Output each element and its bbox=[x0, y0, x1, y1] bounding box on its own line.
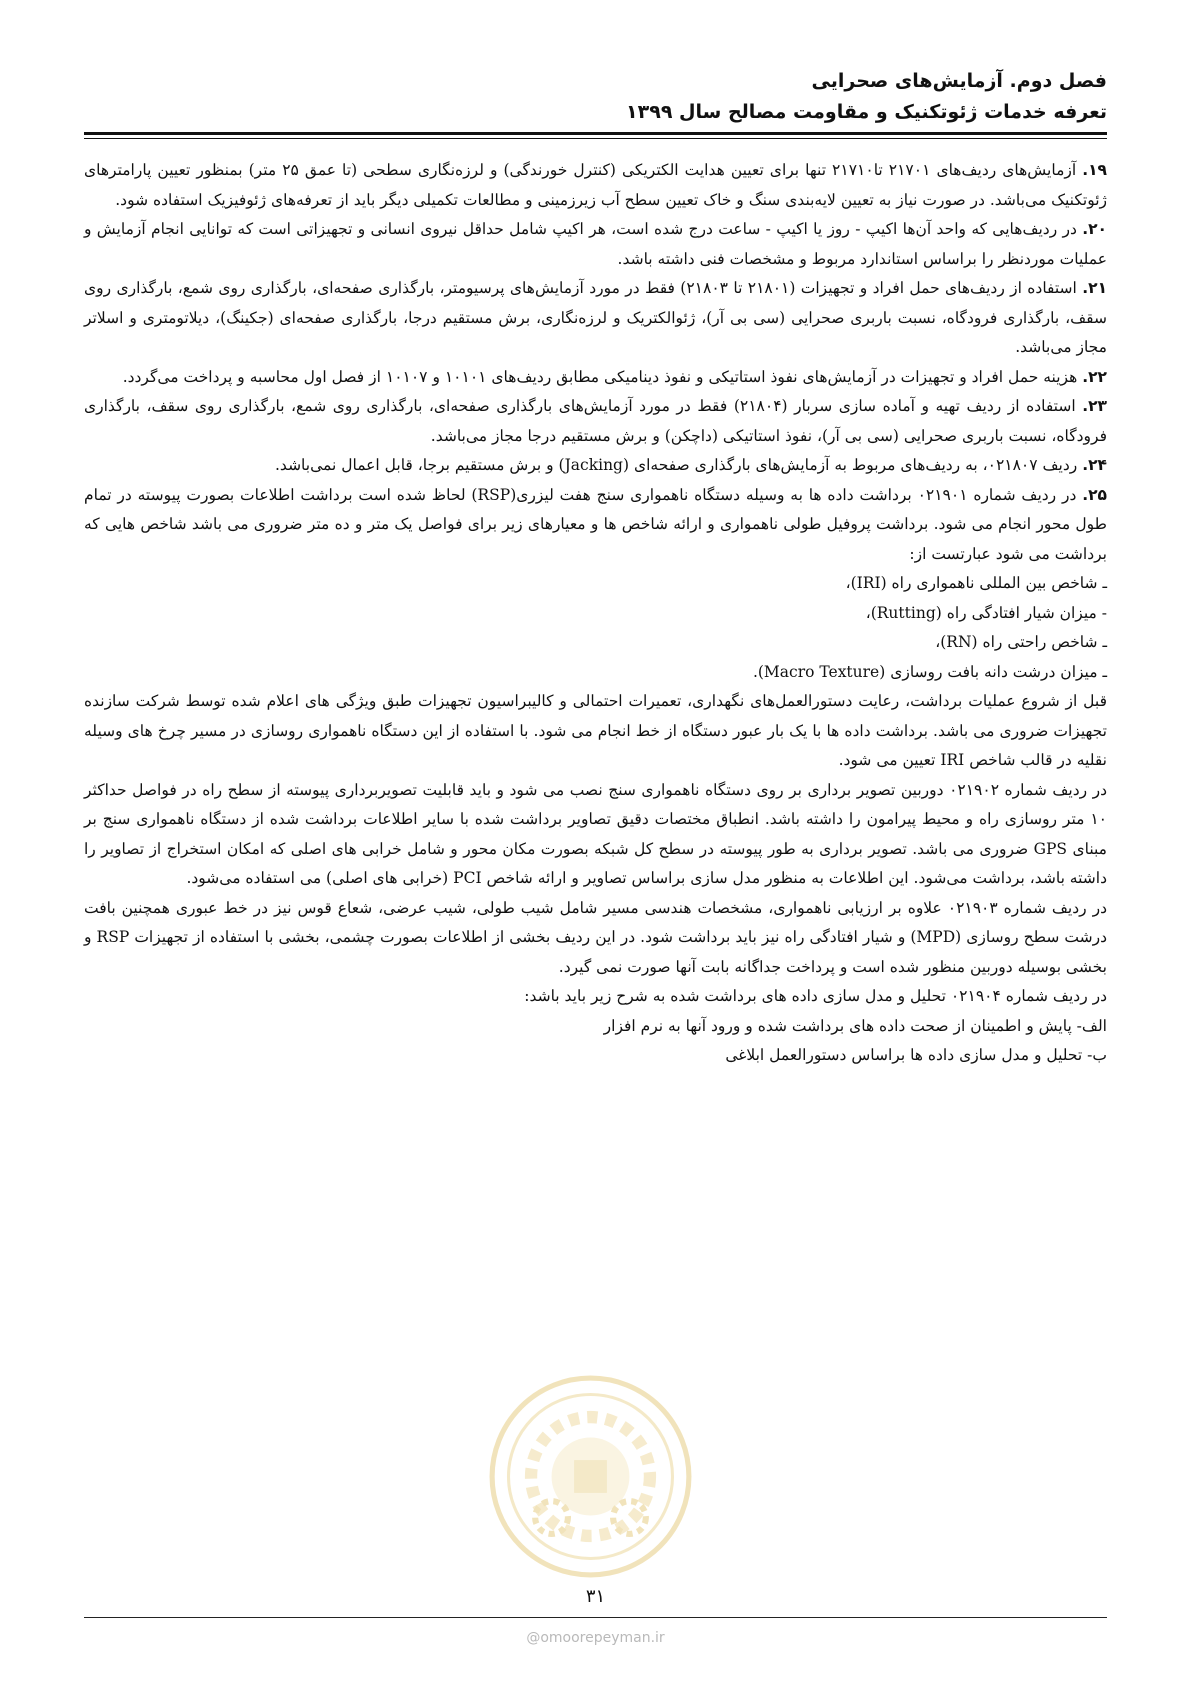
note-20 bbox=[84, 215, 1107, 274]
document-title: تعرفه خدمات ژئوتکنیک و مقاومت مصالح سال ۱۳۹۹ bbox=[626, 101, 1107, 123]
note-text: استفاده از ردیف‌های حمل افراد و تجهیزات (۲۱۸۰۱ تا ۲۱۸۰۳) فقط در مورد آزمایش‌های پرسیومتر، بارگذاری صفحه‌ای، بارگذاری روی شمع، بارگذاری روی سقف، بارگذاری فرودگاه، نسبت باربری صحرایی (سی بی آر)، ژئوالکتریک و لرزه‌نگاری، برش مستقیم درجا، بارگذاری صفحه‌ای (جکینگ)، دیلاتومتری و اسلاتر مجاز می‌باشد. bbox=[84, 279, 1107, 356]
header-rule-thin bbox=[84, 138, 1107, 139]
note-22 bbox=[84, 363, 1107, 393]
body-paragraph-021904: در ردیف شماره ۰۲۱۹۰۴ تحلیل و مدل سازی داده های برداشت شده به شرح زیر باید باشد: bbox=[524, 987, 1107, 1005]
index-item-rn: ـ شاخص راحتی راه (RN)، bbox=[935, 633, 1107, 651]
body-item-alef: الف- پایش و اطمینان از صحت داده های برداشت شده و ورود آنها به نرم افزار bbox=[603, 1016, 1107, 1035]
index-item-rutting: - میزان شیار افتادگی راه (Rutting)، bbox=[865, 603, 1107, 622]
note-text: ردیف ۰۲۱۸۰۷، به ردیف‌های مربوط به آزمایش‌های بارگذاری صفحه‌ای (Jacking) و برش مستقیم برجا، قابل اعمال نمی‌باشد. bbox=[275, 456, 1083, 474]
note-text: آزمایش‌های ردیف‌های ۲۱۷۰۱ تا۲۱۷۱۰ تنها برای تعیین هدایت الکتریکی (کنترل خورندگی) و لرزه‌نگاری سطحی (تا عمق ۲۵ متر) بمنظور تعیین پارامترهای ژئوتکنیک می‌باشد. در صورت نیاز به تعیین لایه‌بندی سنگ و خاک تعیین سطح آب زیرزمینی و مطالعات تکمیلی دیگر باید از تعرفه‌های ژئوفیزیک استفاده شود. bbox=[84, 161, 1107, 209]
note-number: ۲۱. bbox=[1082, 279, 1108, 297]
page-number: ۳۱ bbox=[585, 1586, 606, 1607]
note-text: در ردیف‌هایی که واحد آن‌ها اکیپ - روز یا اکیپ - ساعت درج شده است، هر اکیپ شامل حداقل نیروی انسانی و تجهیزاتی است که توانایی انجام آزمایش و عملیات موردنظر را براساس استاندارد مربوط و مشخصات فنی داشته باشد. bbox=[84, 220, 1107, 268]
note-number: ۲۰. bbox=[1082, 220, 1107, 238]
note-text: استفاده از ردیف تهیه و آماده سازی سربار (۲۱۸۰۴) فقط در مورد آزمایش‌های بارگذاری صفحه‌ای، بارگذاری روی شمع، بارگذاری روی سقف، بارگذاری فرودگاه، نسبت باربری صحرایی (سی بی آر)، نفوذ استاتیکی (داچکن) و برش مستقیم درجا مجاز می‌باشد. bbox=[84, 397, 1107, 445]
header-rule-thick bbox=[84, 132, 1107, 135]
note-19 bbox=[84, 156, 1107, 215]
chapter-title: فصل دوم. آزمایش‌های صحرایی bbox=[811, 70, 1107, 92]
index-item-macro-texture: ـ میزان درشت دانه بافت روسازی (Macro Texture). bbox=[752, 662, 1107, 681]
note-number: ۲۳. bbox=[1082, 397, 1107, 415]
footer-rule bbox=[84, 1617, 1107, 1618]
body-paragraph-calibration: قبل از شروع عملیات برداشت، رعایت دستورالعمل‌های نگهداری، تعمیرات احتمالی و کالیبراسیون تجهیزات طبق ویژگی های اعلام شده توسط شرکت سازنده تجهیزات ضروری می باشد. برداشت داده ها با یک بار عبور دستگاه از خط انجام می شود. با استفاده از این دستگاه ناهمواری روسازی در مسیر چرخ های وسیله نقلیه در قالب شاخص IRI تعیین می شود. bbox=[84, 692, 1107, 769]
note-number: ۲۴. bbox=[1082, 456, 1107, 474]
seal-watermark-icon bbox=[488, 1374, 693, 1579]
note-text: هزینه حمل افراد و تجهیزات در آزمایش‌های نفوذ استاتیکی و نفوذ دینامیکی مطابق ردیف‌های ۱۰۱۰۱ و ۱۰۱۰۷ از فصل اول محاسبه و پرداخت می‌گردد. bbox=[122, 367, 1083, 386]
note-number: ۲۵. bbox=[1082, 485, 1107, 504]
index-item-iri: ـ شاخص بین المللی ناهمواری راه (IRI)، bbox=[845, 574, 1107, 592]
site-watermark-text: @omoorepeyman.ir bbox=[526, 1630, 665, 1646]
note-text: در ردیف شماره ۰۲۱۹۰۱ برداشت داده ها به وسیله دستگاه ناهمواری سنج هفت لیزری(RSP) لحاظ شده است برداشت اطلاعات بصورت پیوسته در تمام طول محور انجام می شود. برداشت پروفیل طولی ناهمواری و ارائه شاخص ها و معیارهای زیر برای فواصل یک متر و ده متر ضروری می باشد شاخص هایی که برداشت می شود عبارتست از: bbox=[84, 485, 1107, 563]
note-25 bbox=[84, 481, 1107, 570]
body-paragraph-021903: در ردیف شماره ۰۲۱۹۰۳ علاوه بر ارزیابی ناهمواری، مشخصات هندسی مسیر شامل شیب طولی، شیب عرضی، شعاع قوس نیز در خط عبوری همچنین بافت درشت سطح روسازی (MPD) و شیار افتادگی راه نیز باید برداشت شود. در این ردیف بخشی از اطلاعات بصورت چشمی، بخشی با استفاده از تجهیزات RSP و بخشی بوسیله دوربین منظور شده است و پرداخت جداگانه بابت آنها صورت نمی گیرد. bbox=[84, 898, 1107, 976]
page-content bbox=[84, 156, 1107, 1071]
note-24 bbox=[84, 451, 1107, 481]
note-21 bbox=[84, 274, 1107, 363]
note-23 bbox=[84, 392, 1107, 451]
note-number: ۱۹. bbox=[1082, 161, 1108, 179]
body-paragraph-021902: در ردیف شماره ۰۲۱۹۰۲ دوربین تصویر برداری بر روی دستگاه ناهمواری سنج نصب می شود و باید قابلیت تصویربرداری پیوسته از سطح راه در فواصل حداکثر ۱۰ متر روسازی راه و محیط پیرامون را داشته باشد. انطباق مختصات دقیق تصاویر برداشت شده با سایر اطلاعات برداشت شده از دستگاه ناهمواری سنج بر مبنای GPS ضروری می باشد. تصویر برداری به طور پیوسته در سطح کل شبکه بصورت مکان محور و شامل خرابی های اصلی که امکان استخراج از تصاویر را داشته باشد، برداشت می‌شود. این اطلاعات به منظور مدل سازی براساس تصاویر و ارائه شاخص PCI (خرابی های اصلی) می استفاده می‌شود. bbox=[84, 780, 1107, 887]
note-number: ۲۲. bbox=[1082, 367, 1107, 386]
body-item-be: ب- تحلیل و مدل سازی داده ها براساس دستورالعمل ابلاغی bbox=[725, 1046, 1107, 1064]
page-header bbox=[84, 66, 1107, 128]
